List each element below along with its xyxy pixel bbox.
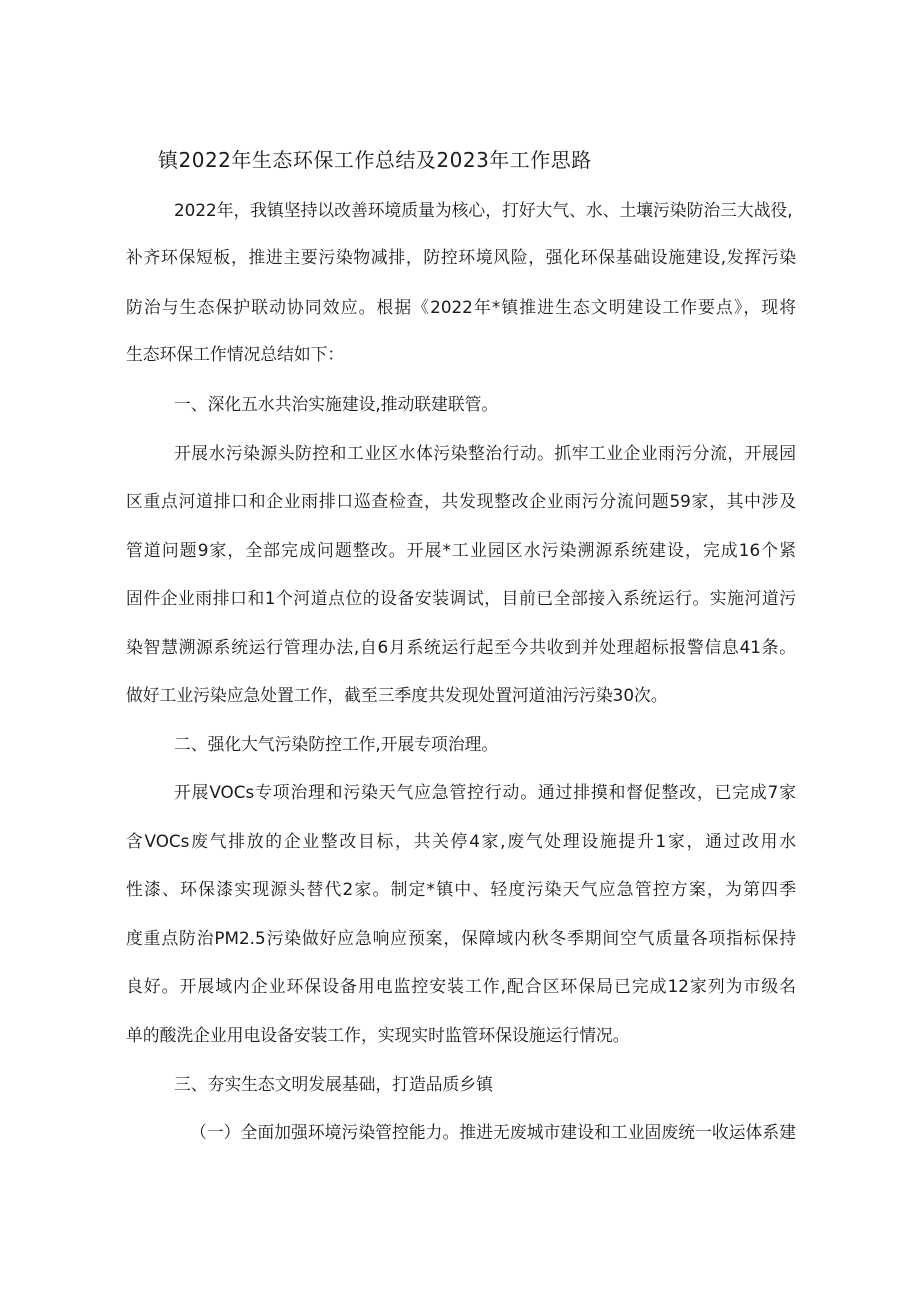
paragraph-2-line-3: 管道问题9家，全部完成问题整改。开展*工业园区水污染溯源系统建设，完成16个紧 <box>126 540 796 560</box>
section-heading-2: 二、强化大气污染防控工作,开展专项治理。 <box>174 734 499 754</box>
paragraph-1-line-2: 补齐环保短板，推进主要污染物减排，防控环境风险，强化环保基础设施建设,发挥污染 <box>126 247 796 267</box>
paragraph-2-line-6: 做好工业污染应急处置工作，截至三季度共发现处置河道油污污染30次。 <box>126 685 668 705</box>
paragraph-3-line-6: 单的酸洗企业用电设备安装工作，实现实时监管环保设施运行情况。 <box>126 1025 630 1045</box>
paragraph-2-line-4: 固件企业雨排口和1个河道点位的设备安装调试，目前已全部接入系统运行。实施河道污 <box>126 588 796 608</box>
section-heading-1: 一、深化五水共治实施建设,推动联建联管。 <box>174 394 499 414</box>
paragraph-3-line-2: 含VOCs废气排放的企业整改目标，共关停4家,废气处理设施提升1家，通过改用水 <box>126 831 796 851</box>
paragraph-2-line-1: 开展水污染源头防控和工业区水体污染整治行动。抓牢工业企业雨污分流，开展园 <box>174 443 796 463</box>
paragraph-3-line-5: 良好。开展域内企业环保设备用电监控安装工作,配合区环保局已完成12家列为市级名 <box>126 976 796 996</box>
section-heading-3: 三、夯实生态文明发展基础，打造品质乡镇 <box>174 1074 493 1094</box>
paragraph-3-line-3: 性漆、环保漆实现源头替代2家。制定*镇中、轻度污染天气应急管控方案，为第四季 <box>126 879 796 899</box>
paragraph-1-line-1: 2022年，我镇坚持以改善环境质量为核心，打好大气、水、土壤污染防治三大战役, <box>174 200 793 220</box>
paragraph-3-line-1: 开展VOCs专项治理和污染天气应急管控行动。通过排摸和督促整改，已完成7家 <box>174 782 796 802</box>
paragraph-1-line-3: 防治与生态保护联动协同效应。根据《2022年*镇推进生态文明建设工作要点》，现将 <box>126 297 796 317</box>
paragraph-3-line-4: 度重点防治PM2.5污染做好应急响应预案，保障域内秋冬季期间空气质量各项指标保持 <box>126 928 796 948</box>
document-title: 镇2022年生态环保工作总结及2023年工作思路 <box>158 148 592 172</box>
paragraph-2-line-5: 染智慧溯源系统运行管理办法,自6月系统运行起至今共收到并处理超标报警信息41条。 <box>126 637 796 657</box>
paragraph-1-line-4: 生态环保工作情况总结如下： <box>126 344 345 364</box>
paragraph-4-line-1: （一）全面加强环境污染管控能力。推进无废城市建设和工业固废统一收运体系建 <box>190 1122 796 1142</box>
paragraph-2-line-2: 区重点河道排口和企业雨排口巡查检查，共发现整改企业雨污分流问题59家，其中涉及 <box>126 491 796 511</box>
